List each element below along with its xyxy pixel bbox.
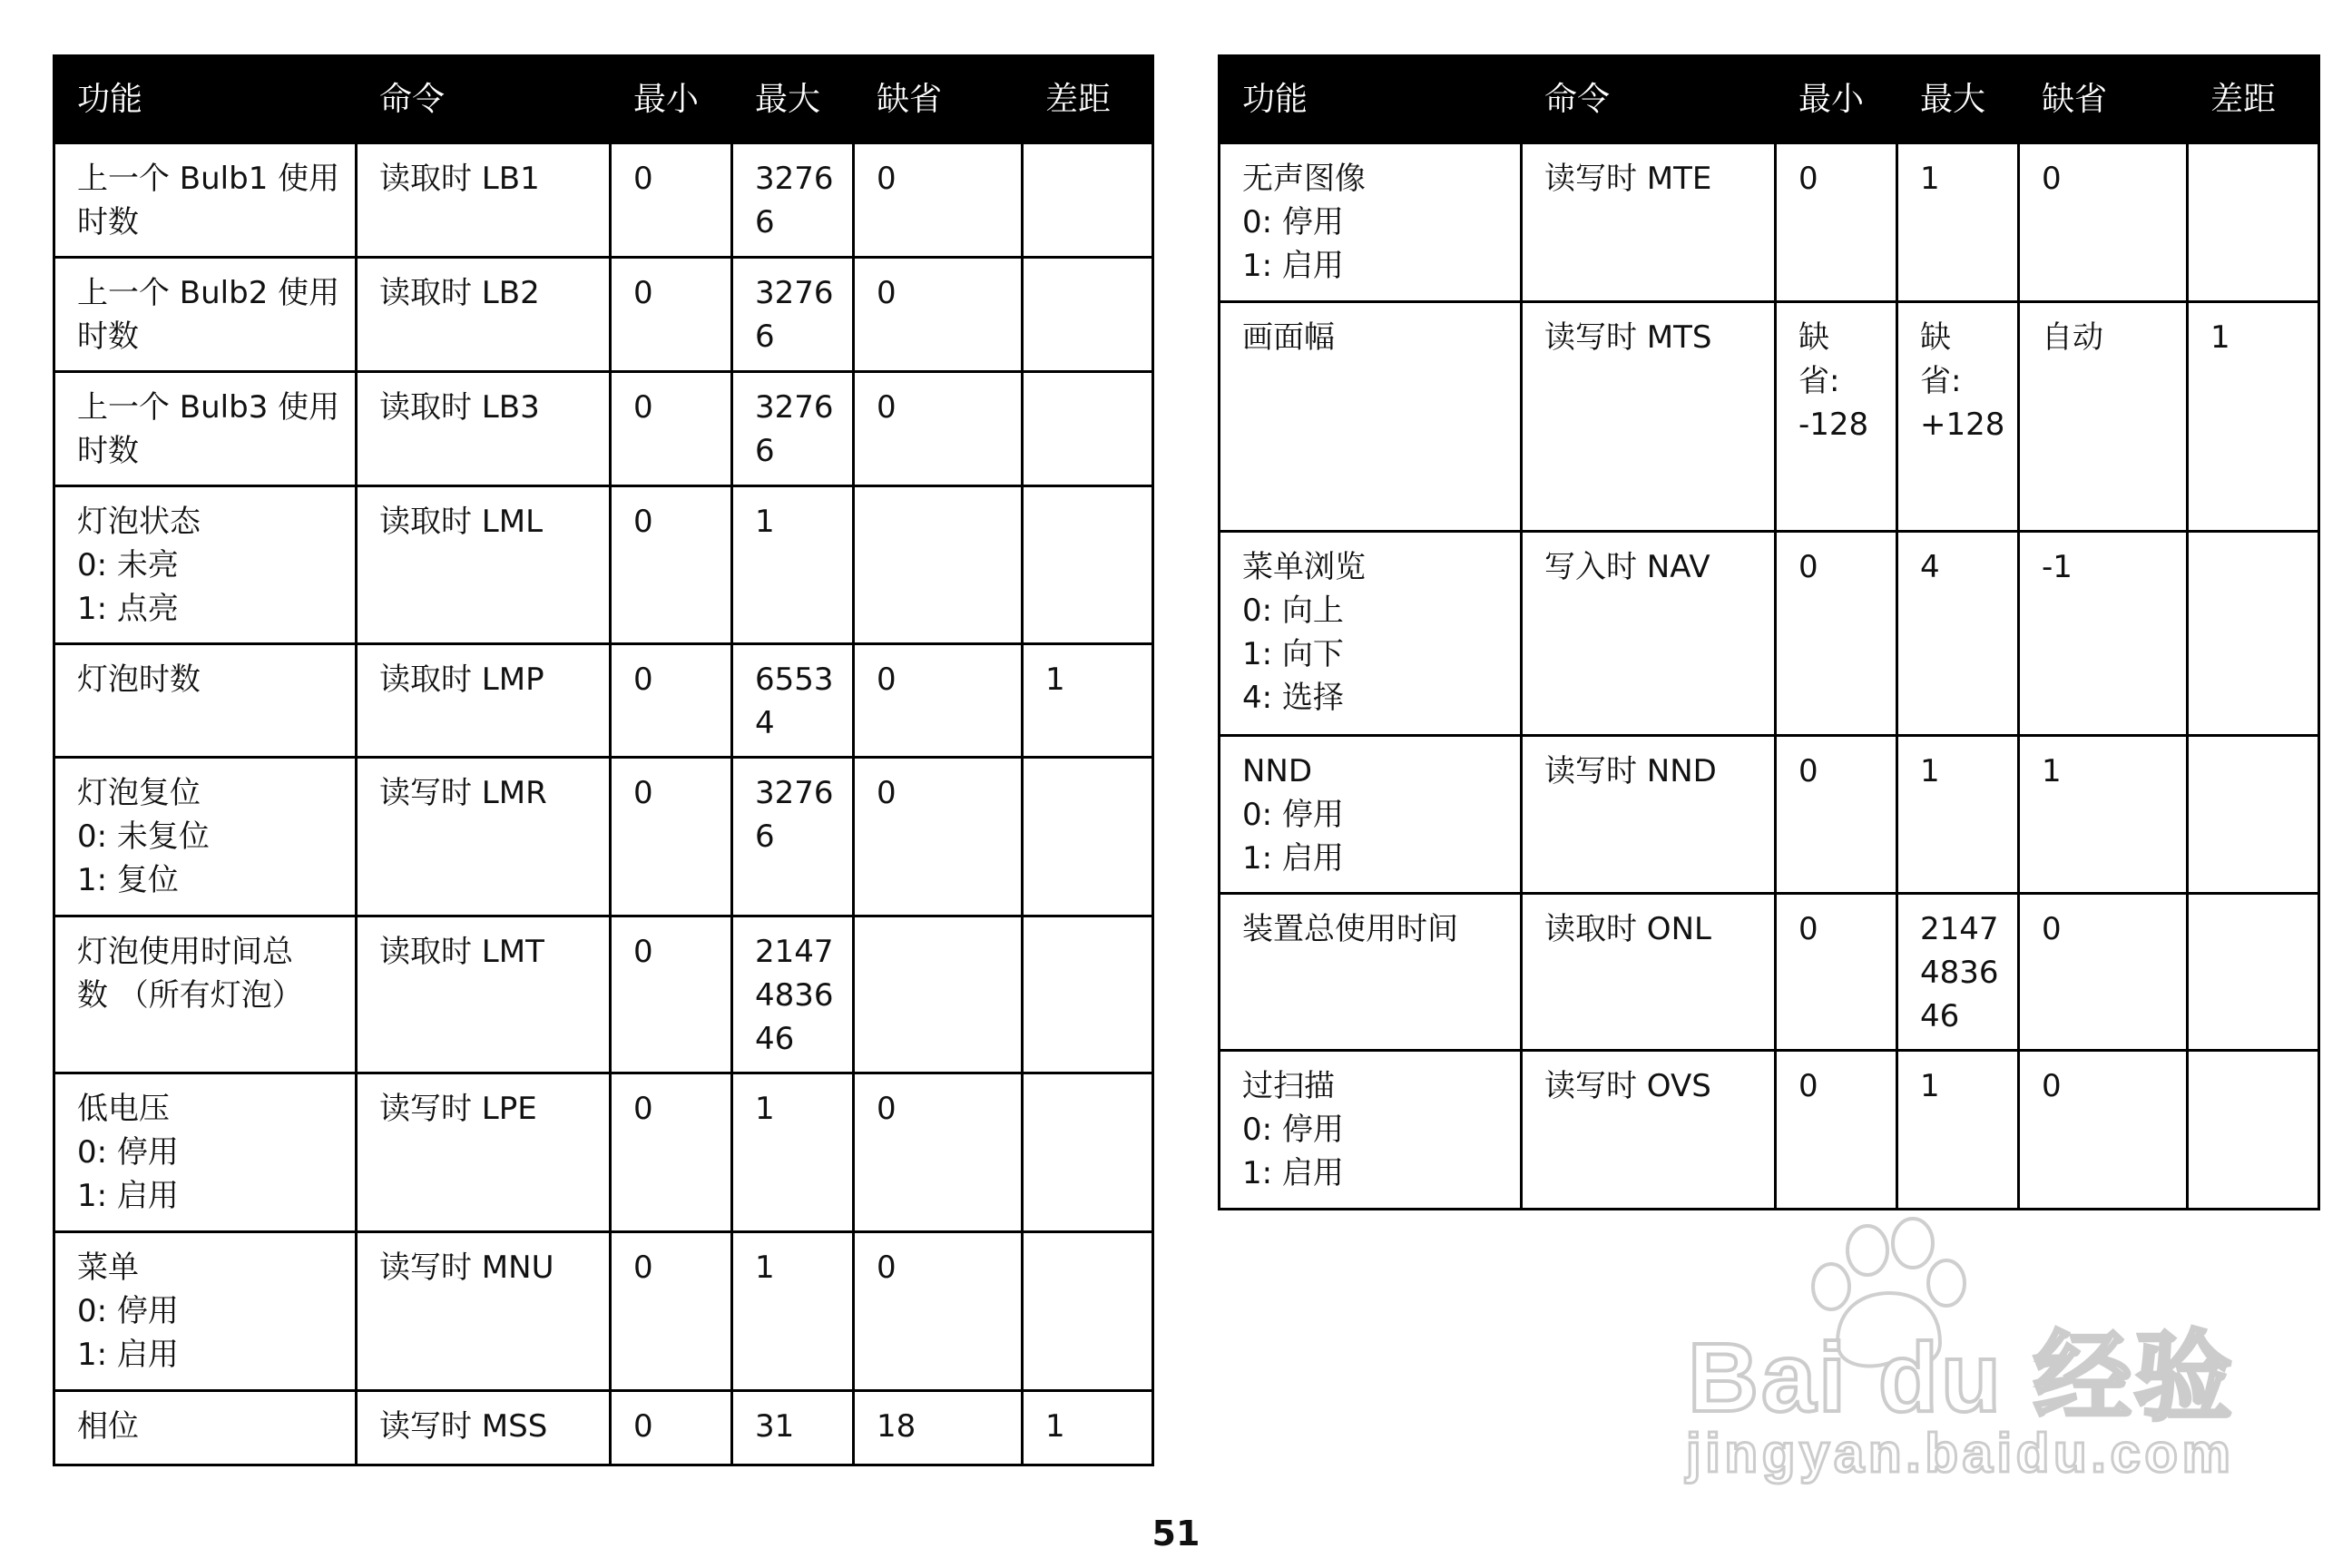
cell-default: 0 <box>854 258 1023 372</box>
cell-command: 读取时 LMP <box>357 644 611 758</box>
watermark-url: jingyan.baidu.com <box>1686 1423 2230 1484</box>
cell-function: 无声图像 0: 停用 1: 启用 <box>1220 143 1522 302</box>
cell-max: 3276 6 <box>732 758 854 916</box>
cell-min: 0 <box>1776 143 1897 302</box>
cell-step <box>2188 894 2319 1051</box>
table-row <box>1220 894 2319 1051</box>
cell-command: 读取时 LB2 <box>357 258 611 372</box>
cell-command: 读写时 NND <box>1522 736 1776 894</box>
header-default: 缺省 <box>854 56 1023 143</box>
cell-function: 过扫描 0: 停用 1: 启用 <box>1220 1051 1522 1210</box>
cell-default: 0 <box>854 758 1023 916</box>
header-step: 差距 <box>1023 56 1153 143</box>
cell-min: 0 <box>611 1232 732 1391</box>
table-row <box>54 1232 1153 1391</box>
cell-default: 自动 <box>2019 302 2188 532</box>
cell-default <box>854 916 1023 1073</box>
table-row <box>1220 532 2319 736</box>
cell-command: 读写时 MTS <box>1522 302 1776 532</box>
header-function: 功能 <box>54 56 357 143</box>
cell-min: 0 <box>1776 894 1897 1051</box>
cell-max: 3276 6 <box>732 258 854 372</box>
cell-command: 读写时 MSS <box>357 1391 611 1465</box>
cell-command: 读写时 MTE <box>1522 143 1776 302</box>
cell-min: 0 <box>611 1073 732 1232</box>
cell-min: 0 <box>1776 736 1897 894</box>
cell-command: 读取时 LB1 <box>357 143 611 258</box>
table-header-row <box>1220 56 2319 143</box>
cell-max: 1 <box>732 1073 854 1232</box>
cell-function: 灯泡时数 <box>54 644 357 758</box>
cell-command: 写入时 NAV <box>1522 532 1776 736</box>
cell-step <box>1023 758 1153 916</box>
cell-command: 读取时 LB3 <box>357 372 611 486</box>
cell-min: 0 <box>1776 532 1897 736</box>
cell-function: NND 0: 停用 1: 启用 <box>1220 736 1522 894</box>
cell-step <box>2188 532 2319 736</box>
baidu-jingyan-watermark <box>1670 1216 2250 1488</box>
cell-min: 0 <box>611 372 732 486</box>
table-row <box>54 1073 1153 1232</box>
cell-function: 菜单 0: 停用 1: 启用 <box>54 1232 357 1391</box>
cell-max: 1 <box>732 486 854 644</box>
table-row <box>1220 143 2319 302</box>
cell-command: 读取时 ONL <box>1522 894 1776 1051</box>
cell-default: 0 <box>854 1232 1023 1391</box>
cell-max: 3276 6 <box>732 372 854 486</box>
cell-default: 1 <box>2019 736 2188 894</box>
cell-default: 0 <box>854 372 1023 486</box>
watermark-brand: Bai du 经验 <box>1688 1322 2232 1432</box>
cell-step <box>1023 143 1153 258</box>
cell-command: 读取时 LMT <box>357 916 611 1073</box>
cell-max: 6553 4 <box>732 644 854 758</box>
cell-function: 灯泡使用时间总 数 （所有灯泡） <box>54 916 357 1073</box>
cell-max: 31 <box>732 1391 854 1465</box>
cell-max: 2147 4836 46 <box>732 916 854 1073</box>
cell-step: 1 <box>1023 1391 1153 1465</box>
table-row <box>54 916 1153 1073</box>
cell-step <box>2188 143 2319 302</box>
header-min: 最小 <box>1776 56 1897 143</box>
cell-default: 0 <box>854 143 1023 258</box>
cell-min: 0 <box>611 916 732 1073</box>
header-function: 功能 <box>1220 56 1522 143</box>
table-row <box>54 258 1153 372</box>
cell-step <box>2188 1051 2319 1210</box>
header-max: 最大 <box>732 56 854 143</box>
cell-step <box>1023 258 1153 372</box>
header-step: 差距 <box>2188 56 2319 143</box>
cell-function: 装置总使用时间 <box>1220 894 1522 1051</box>
cell-step: 1 <box>1023 644 1153 758</box>
cell-default: 0 <box>2019 143 2188 302</box>
cell-function: 低电压 0: 停用 1: 启用 <box>54 1073 357 1232</box>
cell-min: 0 <box>611 486 732 644</box>
cell-function: 灯泡状态 0: 未亮 1: 点亮 <box>54 486 357 644</box>
header-command: 命令 <box>357 56 611 143</box>
cell-min: 0 <box>611 1391 732 1465</box>
table-row <box>54 372 1153 486</box>
header-default: 缺省 <box>2019 56 2188 143</box>
cell-command: 读写时 OVS <box>1522 1051 1776 1210</box>
cell-function: 上一个 Bulb3 使用 时数 <box>54 372 357 486</box>
cell-min: 0 <box>611 143 732 258</box>
cell-max: 3276 6 <box>732 143 854 258</box>
cell-max: 4 <box>1897 532 2019 736</box>
cell-max: 1 <box>1897 1051 2019 1210</box>
table-row <box>1220 736 2319 894</box>
cell-max: 缺 省: +128 <box>1897 302 2019 532</box>
cell-step <box>1023 486 1153 644</box>
table-row <box>1220 1051 2319 1210</box>
cell-default <box>854 486 1023 644</box>
table-header-row <box>54 56 1153 143</box>
command-table-left <box>53 54 1154 1466</box>
table-row <box>54 758 1153 916</box>
cell-max: 2147 4836 46 <box>1897 894 2019 1051</box>
header-max: 最大 <box>1897 56 2019 143</box>
cell-function: 画面幅 <box>1220 302 1522 532</box>
cell-command: 读写时 LMR <box>357 758 611 916</box>
cell-min: 0 <box>1776 1051 1897 1210</box>
cell-min: 0 <box>611 258 732 372</box>
cell-min: 缺 省: -128 <box>1776 302 1897 532</box>
cell-function: 相位 <box>54 1391 357 1465</box>
cell-function: 上一个 Bulb1 使用 时数 <box>54 143 357 258</box>
cell-step <box>1023 1232 1153 1391</box>
table-row <box>54 143 1153 258</box>
cell-default: 0 <box>854 1073 1023 1232</box>
cell-default: 0 <box>854 644 1023 758</box>
cell-command: 读取时 LML <box>357 486 611 644</box>
table-row <box>54 644 1153 758</box>
cell-max: 1 <box>732 1232 854 1391</box>
command-table-right <box>1218 54 2320 1210</box>
cell-step: 1 <box>2188 302 2319 532</box>
table-row <box>1220 302 2319 532</box>
cell-step <box>2188 736 2319 894</box>
cell-default: 18 <box>854 1391 1023 1465</box>
cell-default: 0 <box>2019 894 2188 1051</box>
cell-min: 0 <box>611 758 732 916</box>
header-command: 命令 <box>1522 56 1776 143</box>
header-min: 最小 <box>611 56 732 143</box>
cell-function: 菜单浏览 0: 向上 1: 向下 4: 选择 <box>1220 532 1522 736</box>
cell-function: 灯泡复位 0: 未复位 1: 复位 <box>54 758 357 916</box>
cell-command: 读写时 MNU <box>357 1232 611 1391</box>
cell-default: 0 <box>2019 1051 2188 1210</box>
cell-function: 上一个 Bulb2 使用 时数 <box>54 258 357 372</box>
cell-step <box>1023 1073 1153 1232</box>
cell-command: 读写时 LPE <box>357 1073 611 1232</box>
table-row <box>54 486 1153 644</box>
table-row <box>54 1391 1153 1465</box>
cell-step <box>1023 916 1153 1073</box>
cell-max: 1 <box>1897 736 2019 894</box>
page-number: 51 <box>1152 1514 1200 1553</box>
cell-max: 1 <box>1897 143 2019 302</box>
cell-step <box>1023 372 1153 486</box>
cell-default: -1 <box>2019 532 2188 736</box>
cell-min: 0 <box>611 644 732 758</box>
